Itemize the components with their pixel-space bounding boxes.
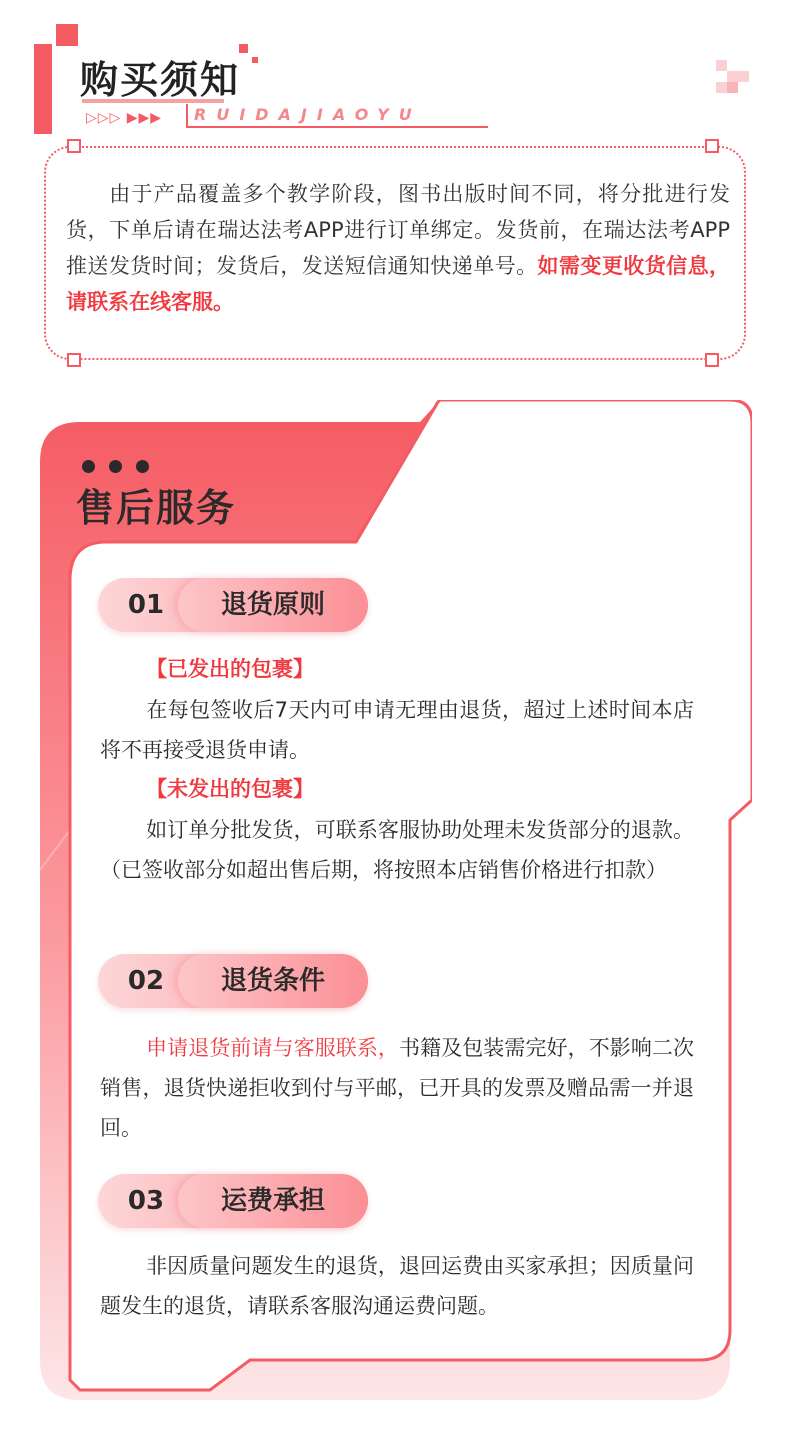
return-conditions-text: 申请退货前请与客服联系，书籍及包装需完好，不影响二次销售，退货快递拒收到付与平邮，已开具的发票及赠品需一并退回。	[100, 1036, 694, 1140]
header-accent-bar	[34, 44, 52, 134]
unshipped-package-text: 如订单分批发货，可联系客服协助处理未发货部分的退款。（已签收部分如超出售后期，将按照本店销售价格进行扣款）	[100, 818, 694, 882]
section-label: 运费承担	[178, 1174, 368, 1228]
pixel-tile-decoration	[716, 60, 748, 100]
deco-square	[239, 44, 248, 53]
corner-marker	[705, 353, 719, 367]
section-number: 02	[127, 966, 165, 996]
brand-subtitle: RUIDAJIAOYU	[194, 105, 422, 124]
corner-marker	[67, 139, 81, 153]
deco-square	[252, 57, 258, 63]
corner-marker	[67, 353, 81, 367]
notice-body: 由于产品覆盖多个教学阶段，图书出版时间不同，将分批进行发货，下单后请在瑞达法考APP进行订单绑定。发货前，在瑞达法考APP推送发货时间；发货后，发送短信通知快递单号。	[66, 182, 730, 278]
section-number: 03	[127, 1186, 165, 1216]
shipped-package-heading: 【已发出的包裹】	[146, 657, 314, 681]
corner-marker	[705, 139, 719, 153]
unshipped-package-heading: 【未发出的包裹】	[146, 777, 314, 801]
section-label: 退货条件	[178, 954, 368, 1008]
dots-decoration	[82, 458, 163, 477]
arrow-decoration: ▷▷▷ ▶▶▶	[86, 110, 163, 126]
header-accent-square	[56, 24, 78, 46]
purchase-notice-title: 购买须知	[80, 58, 241, 102]
contact-service-highlight: 申请退货前请与客服联系，	[146, 1036, 399, 1060]
section-03-pill	[98, 1174, 368, 1228]
section-label: 退货原则	[178, 578, 368, 632]
after-sales-title: 售后服务	[76, 486, 237, 530]
shipping-cost-text: 非因质量问题发生的退货，退回运费由买家承担；因质量问题发生的退货，请联系客服沟通运费问题。	[100, 1254, 694, 1318]
shipped-package-text: 在每包签收后7天内可申请无理由退货，超过上述时间本店将不再接受退货申请。	[100, 698, 694, 762]
purchase-notice-text	[66, 176, 730, 320]
section-02-pill	[98, 954, 368, 1008]
section-number: 01	[127, 590, 165, 620]
section-01-pill	[98, 578, 368, 632]
notice-highlight: 如需变更收货信息，请联系在线客服。	[66, 254, 730, 314]
